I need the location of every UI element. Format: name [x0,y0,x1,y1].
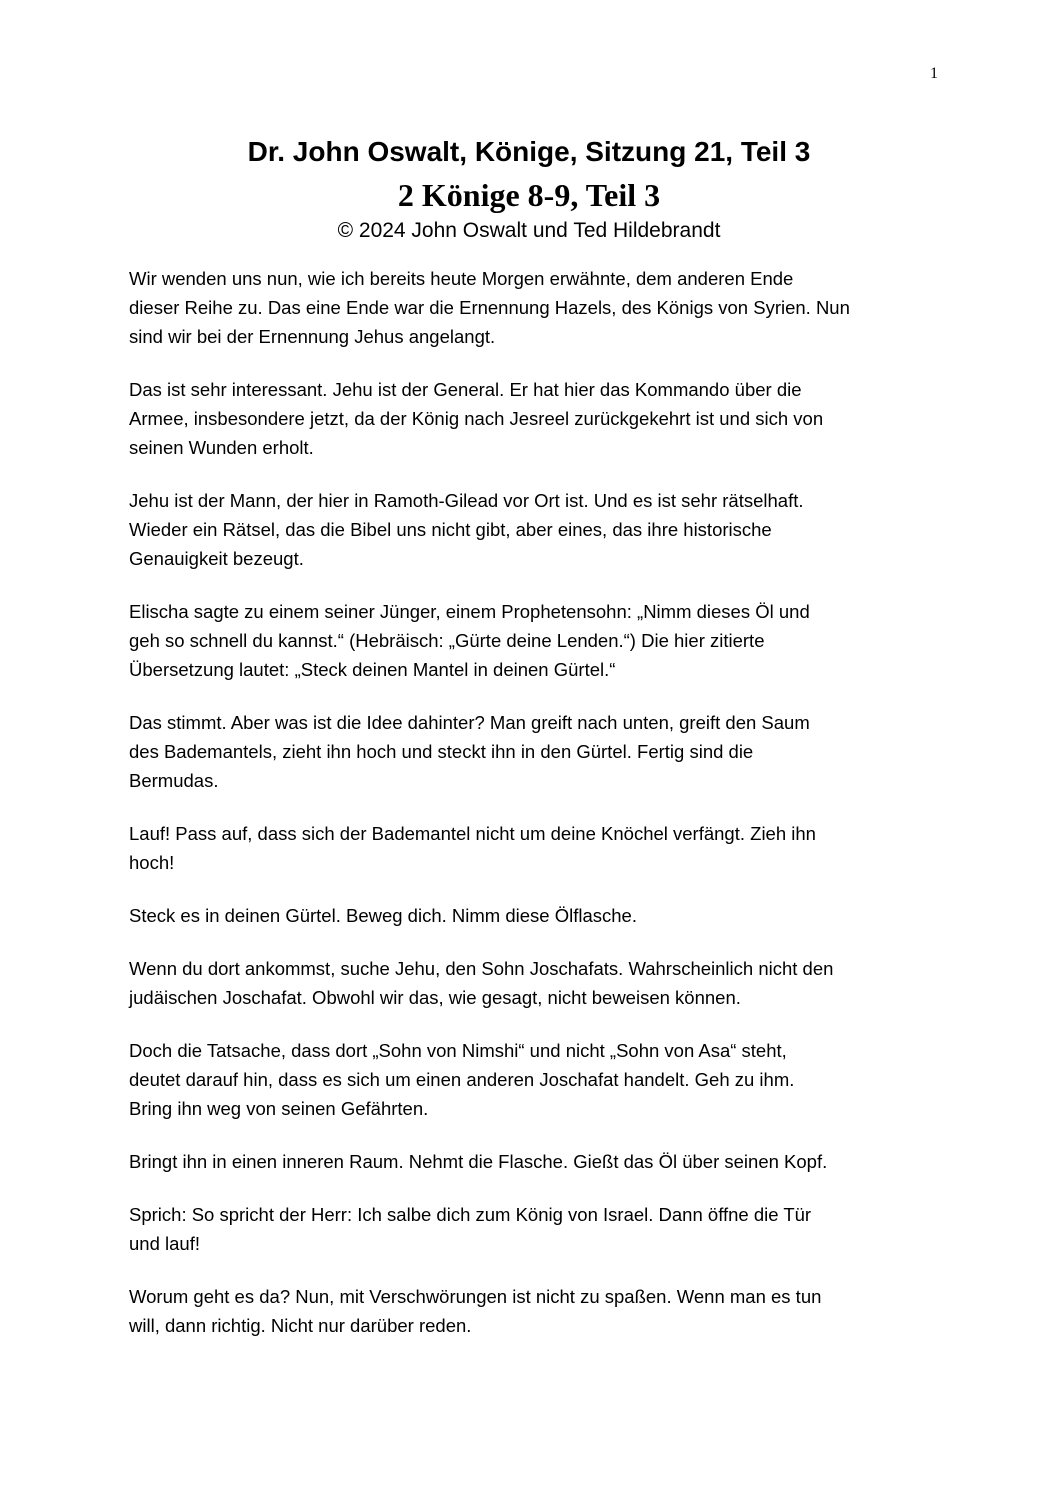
paragraph: Worum geht es da? Nun, mit Verschwörungen ist nicht zu spaßen. Wenn man es tun will, dann richtig. Nicht nur darüber reden. [129,1286,822,1336]
paragraph: Sprich: So spricht der Herr: Ich salbe dich zum König von Israel. Dann öffne die Tür und lauf! [129,1204,812,1254]
paragraph: Das ist sehr interessant. Jehu ist der General. Er hat hier das Kommando über die Armee, insbesondere jetzt, da der König nach Jesreel zurückgekehrt ist und sich von seinen Wunden erholt. [129,379,824,458]
paragraph: Jehu ist der Mann, der hier in Ramoth-Gilead vor Ort ist. Und es ist sehr rätselhaft. Wieder ein Rätsel, das die Bibel uns nicht gibt, aber eines, das ihre historische Genauigkeit bezeugt. [129,490,804,569]
paragraph: Doch die Tatsache, dass dort „Sohn von Nimshi“ und nicht „Sohn von Asa“ steht, deutet darauf hin, dass es sich um einen anderen Joschafat handelt. Geh zu ihm. Bring ihn weg von seinen Gefährten. [129,1040,795,1119]
paragraph: Wir wenden uns nun, wie ich bereits heute Morgen erwähnte, dem anderen Ende dieser Reihe zu. Das eine Ende war die Ernennung Hazels, des Königs von Syrien. Nun sind wir bei der Ernennung Jehus angelangt. [129,268,850,347]
paragraph: Lauf! Pass auf, dass sich der Bademantel nicht um deine Knöchel verfängt. Zieh ihn hoch! [129,823,816,873]
document-subtitle: 2 Könige 8-9, Teil 3 [397,177,661,213]
paragraph: Wenn du dort ankommst, suche Jehu, den Sohn Joschafats. Wahrscheinlich nicht den judäischen Joschafat. Obwohl wir das, wie gesagt, nicht beweisen können. [129,958,834,1008]
copyright-line: © 2024 John Oswalt und Ted Hildebrandt [337,219,721,242]
page-number: 1 [930,65,938,82]
transcript-body [129,264,929,1364]
paragraph: Das stimmt. Aber was ist die Idee dahinter? Man greift nach unten, greift den Saum des Bademantels, zieht ihn hoch und steckt ihn in den Gürtel. Fertig sind die Bermudas. [129,712,810,791]
paragraph: Bringt ihn in einen inneren Raum. Nehmt die Flasche. Gießt das Öl über seinen Kopf. [129,1151,828,1172]
paragraph: Elischa sagte zu einem seiner Jünger, einem Prophetensohn: „Nimm dieses Öl und geh so schnell du kannst.“ (Hebräisch: „Gürte deine Lenden.“) Die hier zitierte Übersetzung lautet: „Steck deinen Mantel in deinen Gürtel.“ [129,601,810,680]
paragraph: Steck es in deinen Gürtel. Beweg dich. Nimm diese Ölflasche. [129,905,637,926]
document-title: Dr. John Oswalt, Könige, Sitzung 21, Teil 3 [247,136,811,167]
